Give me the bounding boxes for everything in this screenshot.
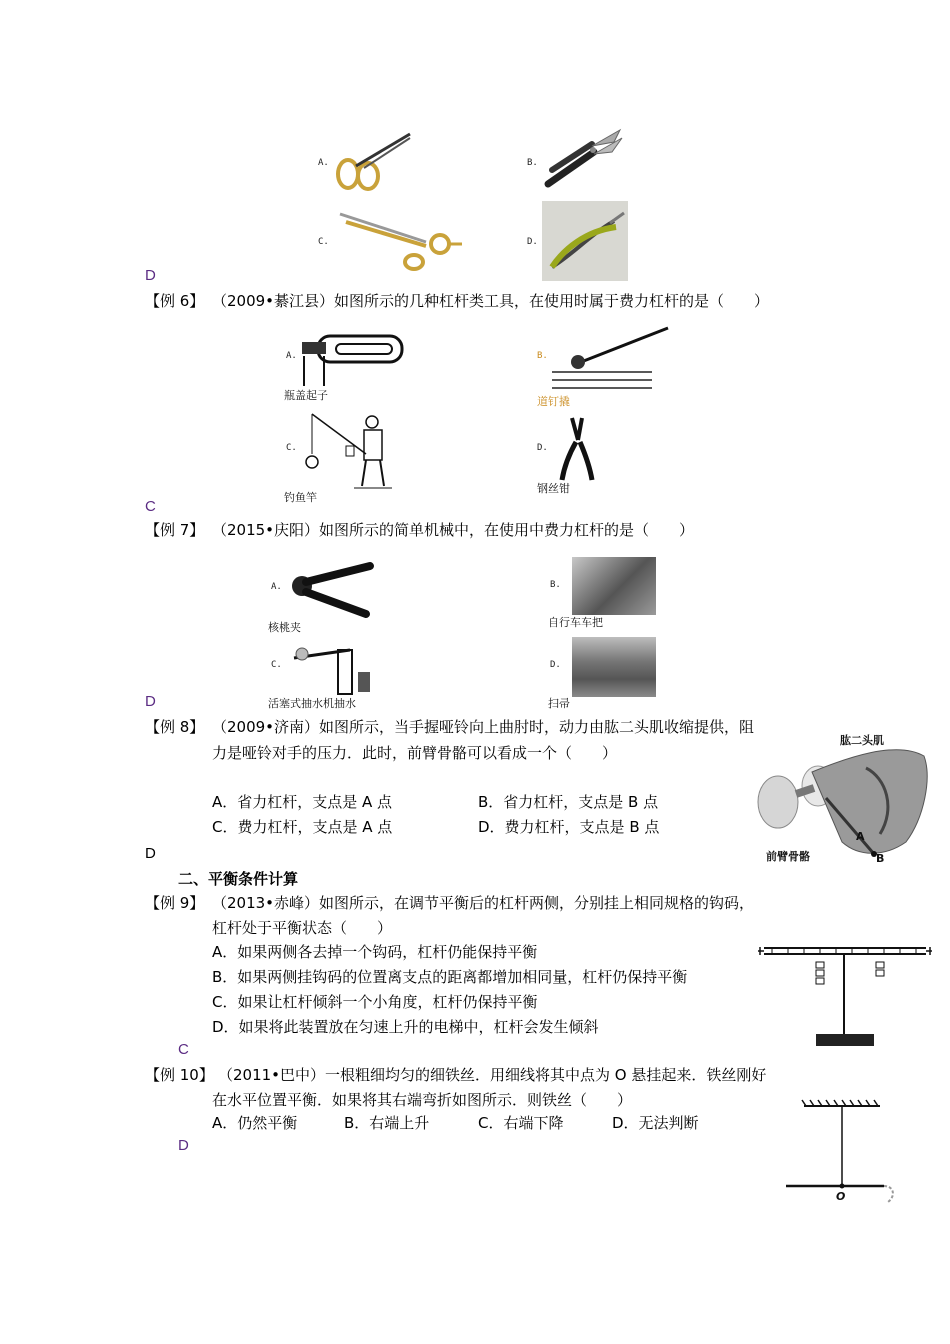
q9-option-b: B．如果两侧挂钩码的位置离支点的距离都增加相同量，杠杆仍保持平衡 <box>212 968 688 986</box>
q6-option-b-letter: B. <box>537 351 548 361</box>
q10-option-c: C．右端下降 <box>478 1114 564 1132</box>
tin-snips-b-icon <box>542 126 624 190</box>
q10-option-d: D．无法判断 <box>612 1114 699 1132</box>
broom-photo <box>572 637 656 697</box>
q7-caption-a: 核桃夹 <box>268 621 301 634</box>
arm-dumbbell-icon <box>756 738 932 866</box>
q10-point-o-label: O <box>836 1190 846 1203</box>
q6-option-a-letter: A. <box>286 351 297 361</box>
q5-option-d-letter: D. <box>527 237 538 247</box>
q9-option-a: A．如果两侧各去掉一个钩码，杠杆仍能保持平衡 <box>212 943 538 961</box>
q9-option-c: C．如果让杠杆倾斜一个小角度，杠杆仍保持平衡 <box>212 993 538 1011</box>
scissors-c-icon <box>336 206 464 274</box>
q7-option-a-letter: A. <box>271 582 282 592</box>
q10-text-line1: （2011•巴中）一根粗细均匀的细铁丝．用细线将其中点为 O 悬挂起来．铁丝刚好 <box>218 1066 767 1084</box>
q8-label: 【例 8】 <box>145 718 205 736</box>
q6-answer: C <box>145 498 156 515</box>
thread-snips-d-photo <box>542 201 628 281</box>
bicycle-handlebar-photo <box>572 557 656 615</box>
q7-caption-c: 活塞式抽水机抽水 <box>268 697 356 710</box>
q7-caption-d: 扫帚 <box>548 697 570 710</box>
q6-caption-c: 钓鱼竿 <box>284 491 317 504</box>
q8-option-b: B．省力杠杆，支点是 B 点 <box>478 793 659 811</box>
q8-option-d: D．费力杠杆，支点是 B 点 <box>478 818 660 836</box>
q10-answer: D <box>178 1137 189 1154</box>
q6-option-d-letter: D. <box>537 443 548 453</box>
q7-option-d-letter: D. <box>550 660 561 670</box>
q9-option-d: D．如果将此装置放在匀速上升的电梯中，杠杆会发生倾斜 <box>212 1018 599 1036</box>
q9-lever-figure <box>756 938 934 1050</box>
q9-label: 【例 9】 <box>145 894 205 912</box>
q7-caption-b: 自行车车把 <box>548 616 603 629</box>
q6-caption-a: 瓶盖起子 <box>284 389 328 402</box>
q6-caption-b: 道钉撬 <box>537 395 570 408</box>
q10-option-a: A．仍然平衡 <box>212 1114 298 1132</box>
thread-snips-icon <box>542 201 628 281</box>
q7-option-b-letter: B. <box>550 580 561 590</box>
q6-text: （2009•綦江县）如图所示的几种杠杆类工具，在使用时属于费力杠杆的是（ ） <box>212 292 770 310</box>
fishing-rod-icon <box>300 410 394 492</box>
q8-forearm-label: 前臂骨骼 <box>766 850 810 863</box>
q6-option-c-letter: C. <box>286 443 297 453</box>
pliers-icon <box>556 416 596 482</box>
q7-answer: D <box>145 693 156 710</box>
q8-biceps-label: 肱二头肌 <box>840 734 884 747</box>
q8-point-b-label: B <box>876 852 885 865</box>
q9-text-line2: 杠杆处于平衡状态（ ） <box>212 919 393 937</box>
q10-label: 【例 10】 <box>145 1066 214 1084</box>
q5-answer: D <box>145 267 156 284</box>
q7-option-c-letter: C. <box>271 660 282 670</box>
nutcracker-icon <box>286 560 376 620</box>
crowbar-icon <box>552 324 672 392</box>
q9-answer: C <box>178 1041 189 1058</box>
bottle-opener-icon <box>296 326 408 388</box>
q10-text-line2: 在水平位置平衡．如果将其右端弯折如图所示．则铁丝（ ） <box>212 1091 633 1109</box>
section-2-title: 二、平衡条件计算 <box>178 870 299 888</box>
q8-text-line2: 力是哑铃对手的压力．此时，前臂骨骼可以看成一个（ ） <box>212 744 618 762</box>
q8-point-a-label: A <box>856 830 865 843</box>
q5-option-c-letter: C. <box>318 237 329 247</box>
q8-text-line1: （2009•济南）如图所示，当手握哑铃向上曲肘时，动力由肱二头肌收缩提供，阻 <box>212 718 755 736</box>
q8-option-c: C．费力杠杆，支点是 A 点 <box>212 818 393 836</box>
q7-label: 【例 7】 <box>145 521 205 539</box>
q6-caption-d: 钢丝钳 <box>537 482 570 495</box>
water-pump-icon <box>290 636 374 698</box>
q9-text-line1: （2013•赤峰）如图所示，在调节平衡后的杠杆两侧，分别挂上相同规格的钩码， <box>212 894 755 912</box>
scissors-a-icon <box>334 130 414 192</box>
q10-option-b: B．右端上升 <box>344 1114 430 1132</box>
q8-answer: D <box>145 845 156 862</box>
q5-option-a-letter: A. <box>318 158 329 168</box>
q5-option-b-letter: B. <box>527 158 538 168</box>
q7-text: （2015•庆阳）如图所示的简单机械中，在使用中费力杠杆的是（ ） <box>212 521 695 539</box>
q8-arm-figure <box>756 734 932 866</box>
q6-label: 【例 6】 <box>145 292 205 310</box>
q8-option-a: A．省力杠杆，支点是 A 点 <box>212 793 393 811</box>
